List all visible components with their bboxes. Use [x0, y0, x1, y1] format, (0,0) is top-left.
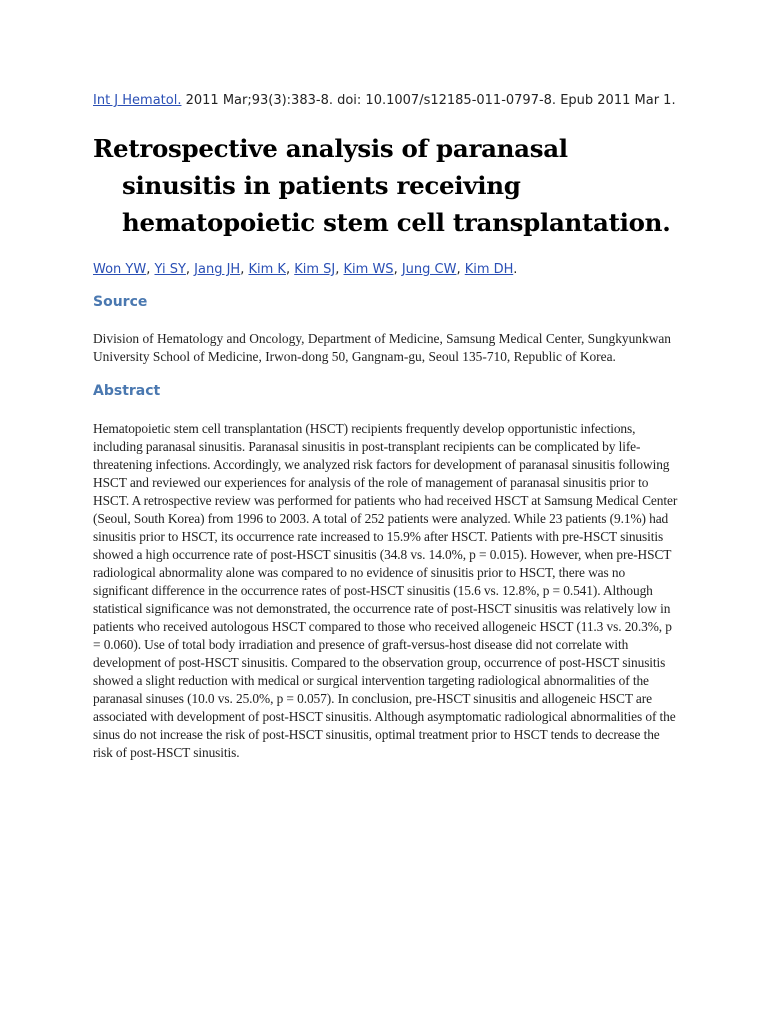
- author-separator: .: [513, 262, 518, 277]
- author-separator: ,: [240, 262, 249, 277]
- citation: [93, 92, 678, 110]
- author-link[interactable]: Kim WS: [343, 262, 394, 277]
- abstract-heading: Abstract: [93, 383, 161, 399]
- journal-link[interactable]: Int J Hematol.: [93, 93, 182, 108]
- article: [93, 92, 678, 762]
- author-link[interactable]: Yi SY: [154, 262, 186, 277]
- author-separator: ,: [393, 262, 402, 277]
- author-link[interactable]: Jang JH: [194, 262, 241, 277]
- author-list: [93, 261, 678, 279]
- author-link[interactable]: Kim DH: [464, 262, 514, 277]
- author-separator: ,: [335, 262, 344, 277]
- article-title: Retrospective analysis of paranasal sinusitis in patients receiving hematopoietic stem cell transplantation.: [93, 134, 671, 237]
- author-separator: ,: [185, 262, 195, 277]
- author-separator: ,: [285, 262, 295, 277]
- author-separator: ,: [146, 262, 155, 277]
- abstract-text: Hematopoietic stem cell transplantation (HSCT) recipients frequently develop opportunistic infections, including paranasal sinusitis. Paranasal sinusitis in post-transplant recipients can be complicated by life-threatening infections. Accordingly, we analyzed risk factors for development of paranasal sinusitis following HSCT and reviewed our experiences for analysis of the role of management of paranasal sinusitis prior to HSCT. A retrospective review was performed for patients who had received HSCT at Samsung Medical Center (Seoul, South Korea) from 1996 to 2003. A total of 252 patients were analyzed. While 23 patients (9.1%) had sinusitis prior to HSCT, its occurrence rate increased to 15.9% after HSCT. Patients with pre-HSCT sinusitis showed a high occurrence rate of post-HSCT sinusitis (34.8 vs. 14.0%, p = 0.015). However, when pre-HSCT radiological abnormality alone was compared to no evidence of sinusitis prior to HSCT, there was no significant difference in the occurrence rates of post-HSCT sinusitis (15.6 vs. 12.8%, p = 0.541). Although statistical significance was not demonstrated, the occurrence rate of post-HSCT sinusitis was relatively low in patients who received autologous HSCT compared to those who received allogeneic HSCT (11.3 vs. 20.3%, p = 0.060). Use of total body irradiation and presence of graft-versus-host disease did not correlate with development of post-HSCT sinusitis. Compared to the observation group, occurrence of post-HSCT sinusitis showed a slight reduction with medical or surgical intervention targeting radiological abnormalities of the paranasal sinuses (10.0 vs. 25.0%, p = 0.057). In conclusion, pre-HSCT sinusitis and allogeneic HSCT are associated with development of post-HSCT sinusitis. Although asymptomatic radiological abnormalities of the sinus do not increase the risk of post-HSCT sinusitis, optimal treatment prior to HSCT tends to decrease the risk of post-HSCT sinusitis.: [93, 421, 678, 760]
- citation-details: 2011 Mar;93(3):383-8. doi: 10.1007/s12185-011-0797-8. Epub 2011 Mar 1.: [181, 93, 676, 108]
- author-link[interactable]: Won YW: [93, 262, 147, 277]
- source-heading: Source: [93, 294, 148, 310]
- author-separator: ,: [456, 262, 465, 277]
- author-link[interactable]: Kim SJ: [294, 262, 336, 277]
- author-link[interactable]: Kim K: [248, 262, 286, 277]
- author-link[interactable]: Jung CW: [401, 262, 457, 277]
- affiliation: Division of Hematology and Oncology, Department of Medicine, Samsung Medical Center, Sungkyunkwan University School of Medicine, Irwon-dong 50, Gangnam-gu, Seoul 135-710, Republic of Korea.: [93, 331, 671, 364]
